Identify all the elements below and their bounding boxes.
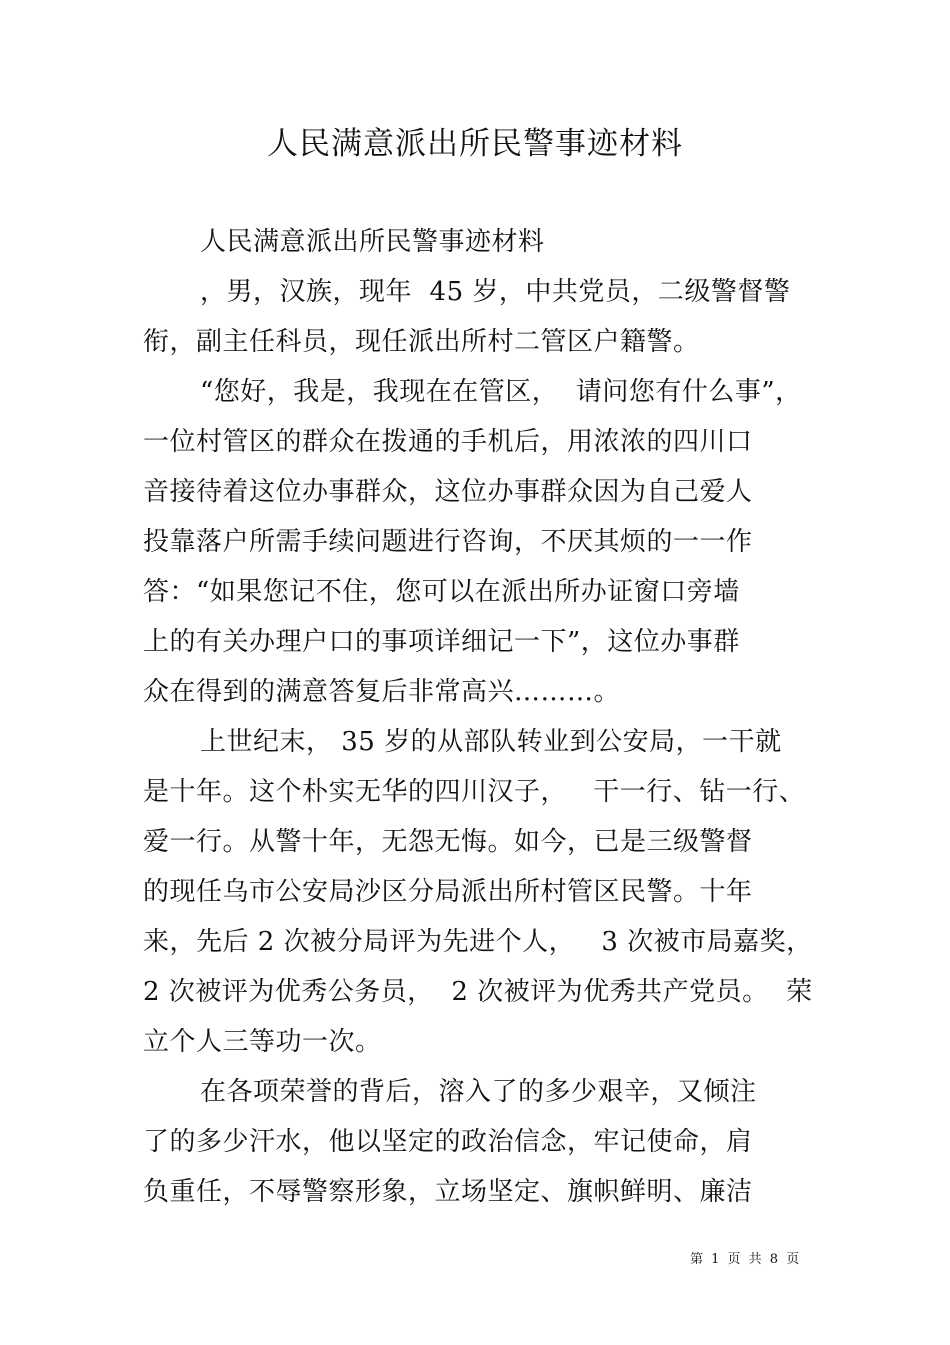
page-number-footer: 第 1 页 共 8 页 (690, 1252, 802, 1267)
text-line: 上的有关办理户口的事项详细记一下”，这位办事群 (143, 627, 740, 657)
text-line: 答：“如果您记不住，您可以在派出所办证窗口旁墙 (143, 577, 740, 607)
text-line: 一位村管区的群众在拨通的手机后，用浓浓的四川口 (143, 427, 753, 457)
text-line: 2 次被评为优秀公务员， 2 次被评为优秀共产党员。 荣 (143, 977, 813, 1007)
text-line: 投靠落户所需手续问题进行咨询，不厌其烦的一一作 (143, 527, 753, 557)
text-line: 是十年。这个朴实无华的四川汉子， 干一行、钻一行、 (143, 777, 806, 807)
text-line: 上世纪末， 35 岁的从部队转业到公安局，一干就 (200, 727, 782, 757)
text-line: 音接待着这位办事群众，这位办事群众因为自己爱人 (143, 477, 753, 507)
text-line: 众在得到的满意答复后非常高兴………。 (143, 677, 621, 707)
text-line: ，男，汉族，现年 45 岁，中共党员，二级警督警 (200, 277, 791, 307)
text-line-subtitle: 人民满意派出所民警事迹材料 (200, 227, 545, 257)
text-line: 的现任乌市公安局沙区分局派出所村管区民警。十年 (143, 877, 753, 907)
text-line: 衔，副主任科员，现任派出所村二管区户籍警。 (143, 327, 700, 357)
text-line: “您好，我是，我现在在管区， 请问您有什么事”， (200, 377, 802, 407)
text-line: 了的多少汗水，他以坚定的政治信念，牢记使命，肩 (143, 1127, 753, 1157)
text-line: 在各项荣誉的背后，溶入了的多少艰辛，又倾注 (200, 1077, 757, 1107)
text-line: 立个人三等功一次。 (143, 1027, 382, 1057)
text-line: 爱一行。从警十年，无怨无悔。如今，已是三级警督 (143, 827, 753, 857)
text-line: 来，先后 2 次被分局评为先进个人， 3 次被市局嘉奖， (143, 927, 813, 957)
page-title: 人民满意派出所民警事迹材料 (267, 126, 683, 162)
text-line: 负重任，不辱警察形象，立场坚定、旗帜鲜明、廉洁 (143, 1177, 753, 1207)
